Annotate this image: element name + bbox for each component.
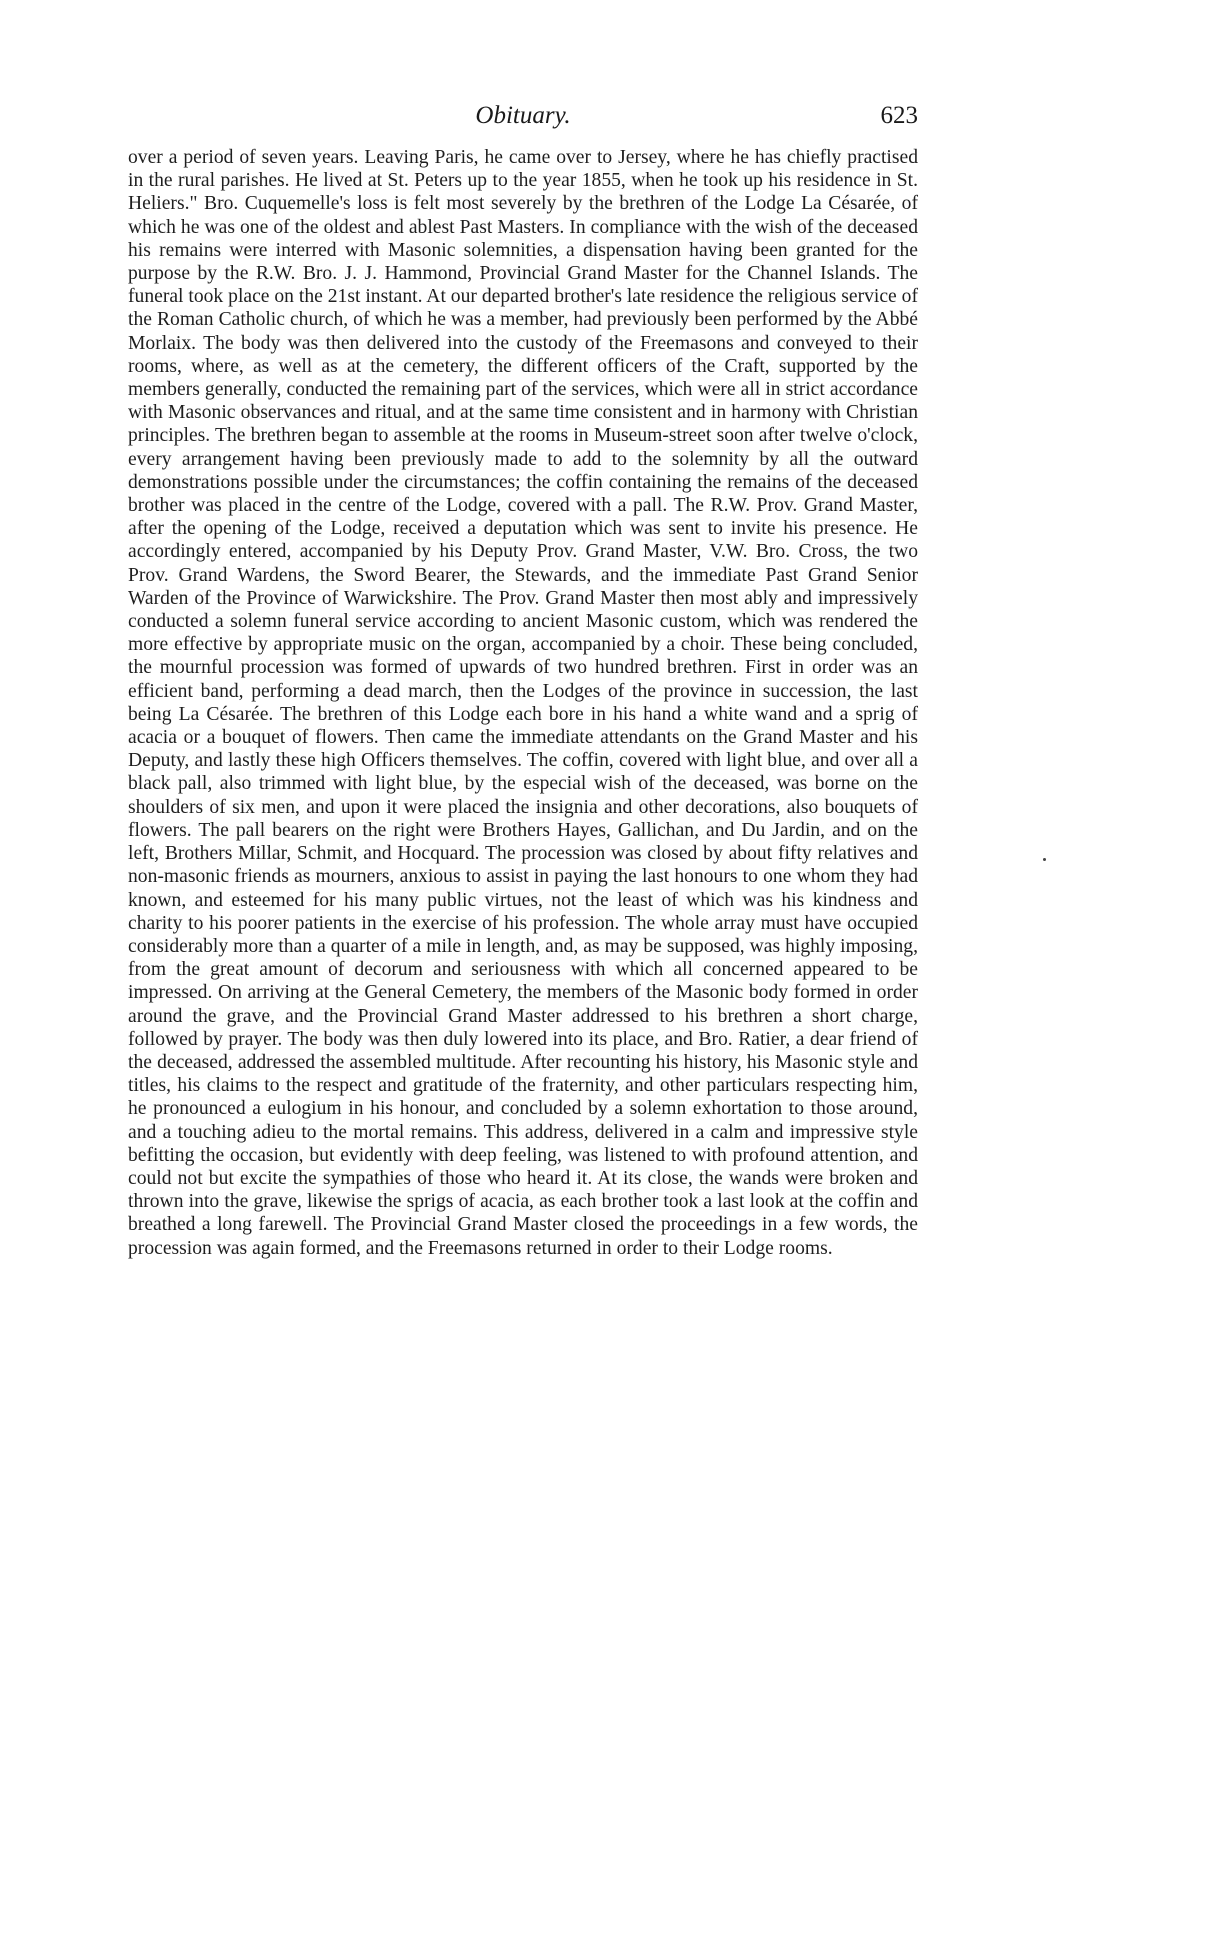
page-number: 623 <box>880 102 918 129</box>
page-header <box>128 102 918 142</box>
ink-speck <box>1043 858 1046 861</box>
running-title: Obituary. <box>475 102 571 129</box>
body-text <box>128 146 918 1260</box>
paragraph: over a period of seven years. Leaving Paris, he came over to Jersey, where he has chiefly practised in the rural parishes. He lived at St. Peters up to the year 1855, when he took up his residence in St. Heliers." Bro. Cuquemelle's loss is felt most severely by the brethren of the Lodge La Césarée, of which he was one of the oldest and ablest Past Masters. In compliance with the wish of the deceased his remains were interred with Masonic solemnities, a dispensation having been granted for the purpose by the R.W. Bro. J. J. Hammond, Provincial Grand Master for the Channel Islands. The funeral took place on the 21st instant. At our departed brother's late residence the religious service of the Roman Catholic church, of which he was a member, had previously been performed by the Abbé Morlaix. The body was then delivered into the custody of the Freemasons and conveyed to their rooms, where, as well as at the cemetery, the different officers of the Craft, supported by the members generally, conducted the remaining part of the services, which were all in strict accordance with Masonic observances and ritual, and at the same time consistent and in harmony with Christian principles. The brethren began to assemble at the rooms in Museum-street soon after twelve o'clock, every arrangement having been previously made to add to the solemnity by all the outward demonstrations possible under the circumstances; the coffin containing the remains of the deceased brother was placed in the centre of the Lodge, covered with a pall. The R.W. Prov. Grand Master, after the opening of the Lodge, received a deputation which was sent to invite his presence. He accordingly entered, accompanied by his Deputy Prov. Grand Master, V.W. Bro. Cross, the two Prov. Grand Wardens, the Sword Bearer, the Stewards, and the immediate Past Grand Senior Warden of the Province of Warwickshire. The Prov. Grand Master then most ably and impressively conducted a solemn funeral service according to ancient Masonic custom, which was rendered the more effective by appropriate music on the organ, accompanied by a choir. These being concluded, the mournful procession was formed of upwards of two hundred brethren. First in order was an efficient band, performing a dead march, then the Lodges of the province in succession, the last being La Césarée. The brethren of this Lodge each bore in his hand a white wand and a sprig of acacia or a bouquet of flowers. Then came the immediate attendants on the Grand Master and his Deputy, and lastly these high Officers themselves. The coffin, covered with light blue, and over all a black pall, also trimmed with light blue, by the especial wish of the deceased, was borne on the shoulders of six men, and upon it were placed the insignia and other decorations, also bouquets of flowers. The pall bearers on the right were Brothers Hayes, Gallichan, and Du Jardin, and on the left, Brothers Millar, Schmit, and Hocquard. The procession was closed by about fifty relatives and non-masonic friends as mourners, anxious to assist in paying the last honours to one whom they had known, and esteemed for his many public virtues, not the least of which was his kindness and charity to his poorer patients in the exercise of his profession. The whole array must have occupied considerably more than a quarter of a mile in length, and, as may be supposed, was highly imposing, from the great amount of decorum and seriousness with which all concerned appeared to be impressed. On arriving at the General Cemetery, the members of the Masonic body formed in order around the grave, and the Provincial Grand Master addressed to his brethren a short charge, followed by prayer. The body was then duly lowered into its place, and Bro. Ratier, a dear friend of the deceased, addressed the assembled multitude. After recounting his history, his Masonic style and titles, his claims to the respect and gratitude of the fraternity, and other particulars respecting him, he pronounced a eulogium in his honour, and concluded by a solemn exhortation to those around, and a touching adieu to the mortal remains. This address, delivered in a calm and impressive style befitting the occasion, but evidently with deep feeling, was listened to with profound attention, and could not but excite the sympathies of those who heard it. At its close, the wands were broken and thrown into the grave, likewise the sprigs of acacia, as each brother took a last look at the coffin and breathed a long farewell. The Provincial Grand Master closed the proceedings in a few words, the procession was again formed, and the Freemasons returned in order to their Lodge rooms. <box>128 147 918 1259</box>
